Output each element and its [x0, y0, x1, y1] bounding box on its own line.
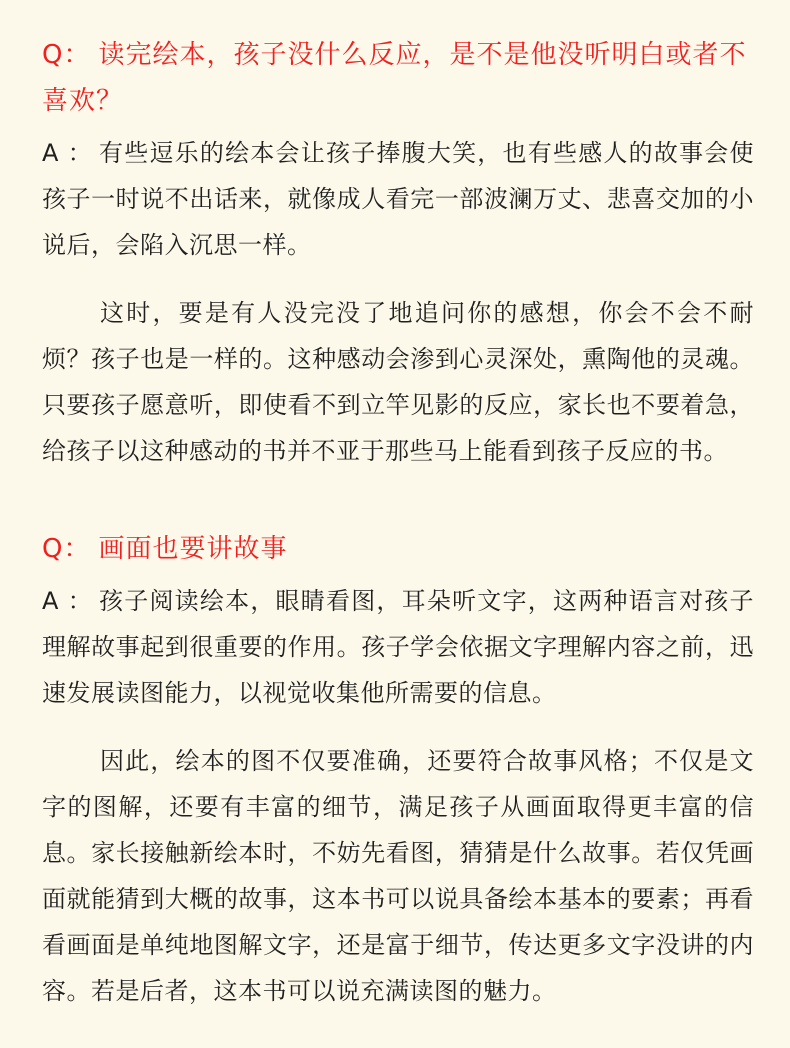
qa-section-1 [42, 32, 754, 474]
answer-text: 孩子阅读绘本，眼睛看图，耳朵听文字，这两种语言对孩子理解故事起到很重要的作用。孩子学会依据文字理解内容之前，迅速发展读图能力，以视觉收集他所需要的信息。 [42, 587, 755, 707]
answer-label: A ： [42, 139, 93, 167]
question-text: 画面也要讲故事 [98, 534, 288, 564]
question-text: 读完绘本，孩子没什么反应，是不是他没听明白或者不喜欢？ [42, 40, 747, 116]
answer-2-paragraph-1 [42, 578, 754, 716]
answer-1-paragraph-1 [42, 130, 754, 268]
question-label: Q： [42, 534, 91, 564]
question-1 [42, 32, 754, 124]
qa-section-2 [42, 526, 754, 1014]
answer-text: 有些逗乐的绘本会让孩子捧腹大笑，也有些感人的故事会使孩子一时说不出话来，就像成人看完一部波澜万丈、悲喜交加的小说后，会陷入沉思一样。 [42, 139, 755, 259]
answer-1-paragraph-2: 这时，要是有人没完没了地追问你的感想，你会不会不耐烦？孩子也是一样的。这种感动会渗到心灵深处，熏陶他的灵魂。只要孩子愿意听，即使看不到立竿见影的反应，家长也不要着急，给孩子以这种感动的书并不亚于那些马上能看到孩子反应的书。 [42, 299, 754, 465]
question-2 [42, 526, 754, 572]
answer-label: A ： [42, 587, 93, 615]
answer-2-paragraph-2: 因此，绘本的图不仅要准确，还要符合故事风格；不仅是文字的图解，还要有丰富的细节，满足孩子从画面取得更丰富的信息。家长接触新绘本时，不妨先看图，猜猜是什么故事。若仅凭画面就能猜到大概的故事，这本书可以说具备绘本基本的要素；再看看画面是单纯地图解文字，还是富于细节，传达更多文字没讲的内容。若是后者，这本书可以说充满读图的魅力。 [42, 747, 754, 1005]
question-label: Q： [42, 40, 91, 70]
